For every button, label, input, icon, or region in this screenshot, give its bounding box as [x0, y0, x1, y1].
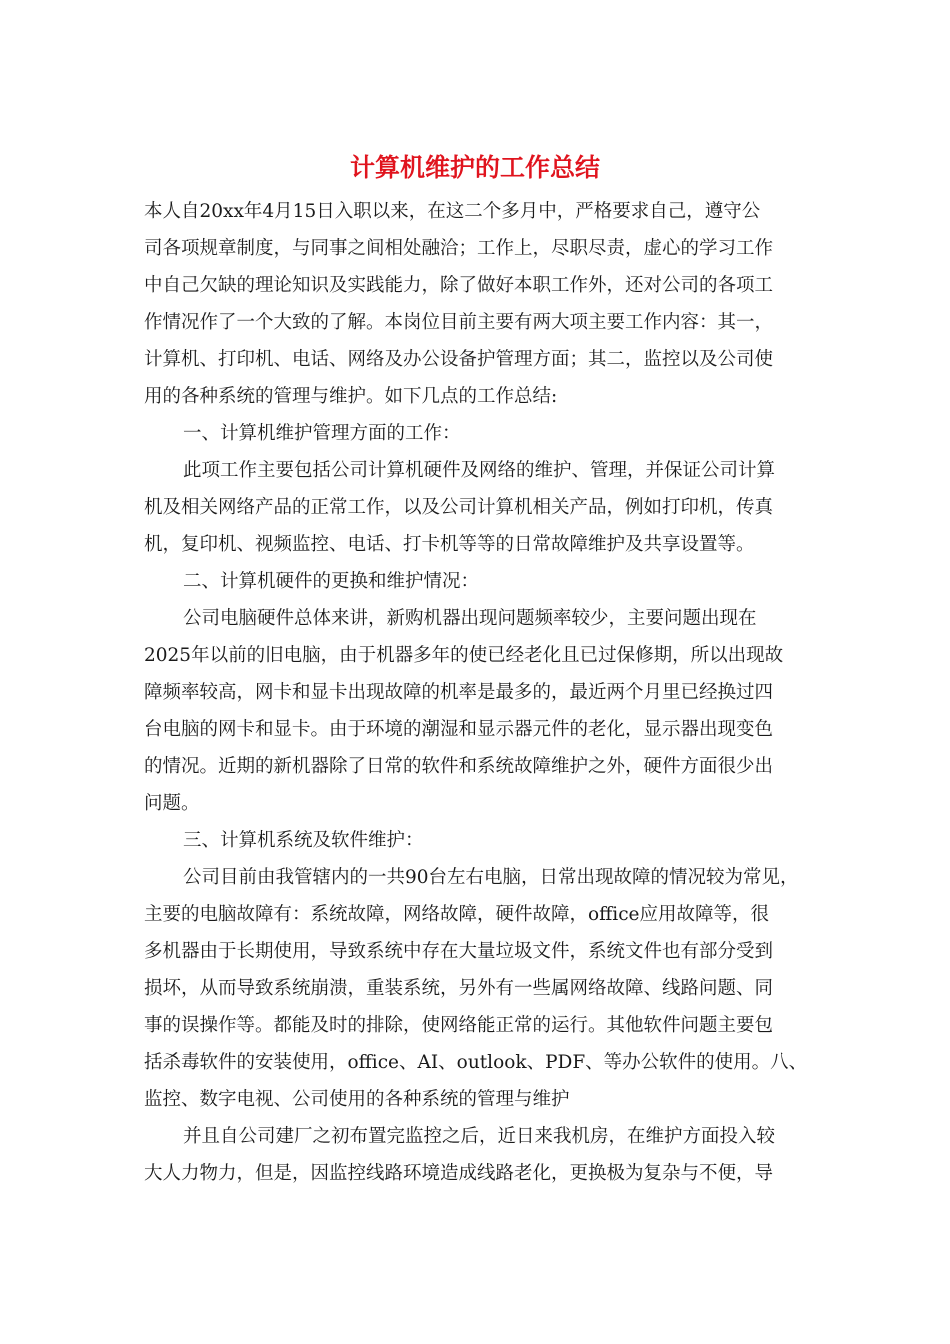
paragraph-line: 并且自公司建厂之初布置完监控之后，近日来我机房，在维护方面投入较: [183, 1126, 776, 1147]
paragraph-line: 障频率较高，网卡和显卡出现故障的机率是最多的，最近两个月里已经换过四: [144, 682, 774, 703]
paragraph-line: 事的误操作等。都能及时的排除，使网络能正常的运行。其他软件问题主要包: [144, 1015, 774, 1036]
section-heading: 二、计算机硬件的更换和维护情况：: [183, 571, 480, 592]
paragraph-line: 计算机、打印机、电话、网络及办公设备护管理方面；其二，监控以及公司使: [144, 349, 774, 370]
paragraph-line: 公司电脑硬件总体来讲，新购机器出现问题频率较少，主要问题出现在: [183, 608, 757, 629]
paragraph-line: 本人自20xx年4月15日入职以来，在这二个多月中，严格要求自己，遵守公: [144, 201, 761, 222]
paragraph-line: 括杀毒软件的安装使用，office、AI、outlook、PDF、等办公软件的使用。八、: [144, 1052, 808, 1073]
paragraph-line: 2025年以前的旧电脑，由于机器多年的使已经老化且已过保修期，所以出现故: [144, 645, 784, 666]
paragraph-line: 损坏，从而导致系统崩溃，重装系统，另外有一些属网络故障、线路问题、同: [144, 978, 774, 999]
paragraph-line: 监控、数字电视、公司使用的各种系统的管理与维护: [144, 1089, 570, 1110]
document-title: 计算机维护的工作总结: [349, 153, 600, 182]
paragraph-line: 作情况作了一个大致的了解。本岗位目前主要有两大项主要工作内容：其一，: [144, 312, 774, 333]
paragraph-line: 用的各种系统的管理与维护。如下几点的工作总结:: [144, 386, 558, 407]
paragraph-line: 大人力物力，但是，因监控线路环境造成线路老化，更换极为复杂与不便，导: [144, 1163, 774, 1184]
paragraph-line: 的情况。近期的新机器除了日常的软件和系统故障维护之外，硬件方面很少出: [144, 756, 774, 777]
paragraph-line: 问题。: [144, 793, 200, 814]
section-heading: 三、计算机系统及软件维护：: [183, 830, 424, 851]
paragraph-line: 机及相关网络产品的正常工作，以及公司计算机相关产品，例如打印机，传真: [144, 497, 774, 518]
paragraph-line: 司各项规章制度，与同事之间相处融洽；工作上，尽职尽责，虚心的学习工作: [144, 238, 774, 259]
paragraph-line: 主要的电脑故障有：系统故障，网络故障，硬件故障，office应用故障等，很: [144, 904, 770, 925]
paragraph-line: 中自己欠缺的理论知识及实践能力，除了做好本职工作外，还对公司的各项工: [144, 275, 774, 296]
paragraph-line: 多机器由于长期使用，导致系统中存在大量垃圾文件，系统文件也有部分受到: [144, 941, 774, 962]
paragraph-line: 台电脑的网卡和显卡。由于环境的潮湿和显示器元件的老化，显示器出现变色: [144, 719, 774, 740]
paragraph-line: 机，复印机、视频监控、电话、打卡机等等的日常故障维护及共享设置等。: [144, 534, 755, 555]
paragraph-line: 此项工作主要包括公司计算机硬件及网络的维护、管理，并保证公司计算: [183, 460, 776, 481]
section-heading: 一、计算机维护管理方面的工作：: [183, 423, 461, 444]
paragraph-line: 公司目前由我管辖内的一共90台左右电脑，日常出现故障的情况较为常见，: [183, 867, 799, 888]
